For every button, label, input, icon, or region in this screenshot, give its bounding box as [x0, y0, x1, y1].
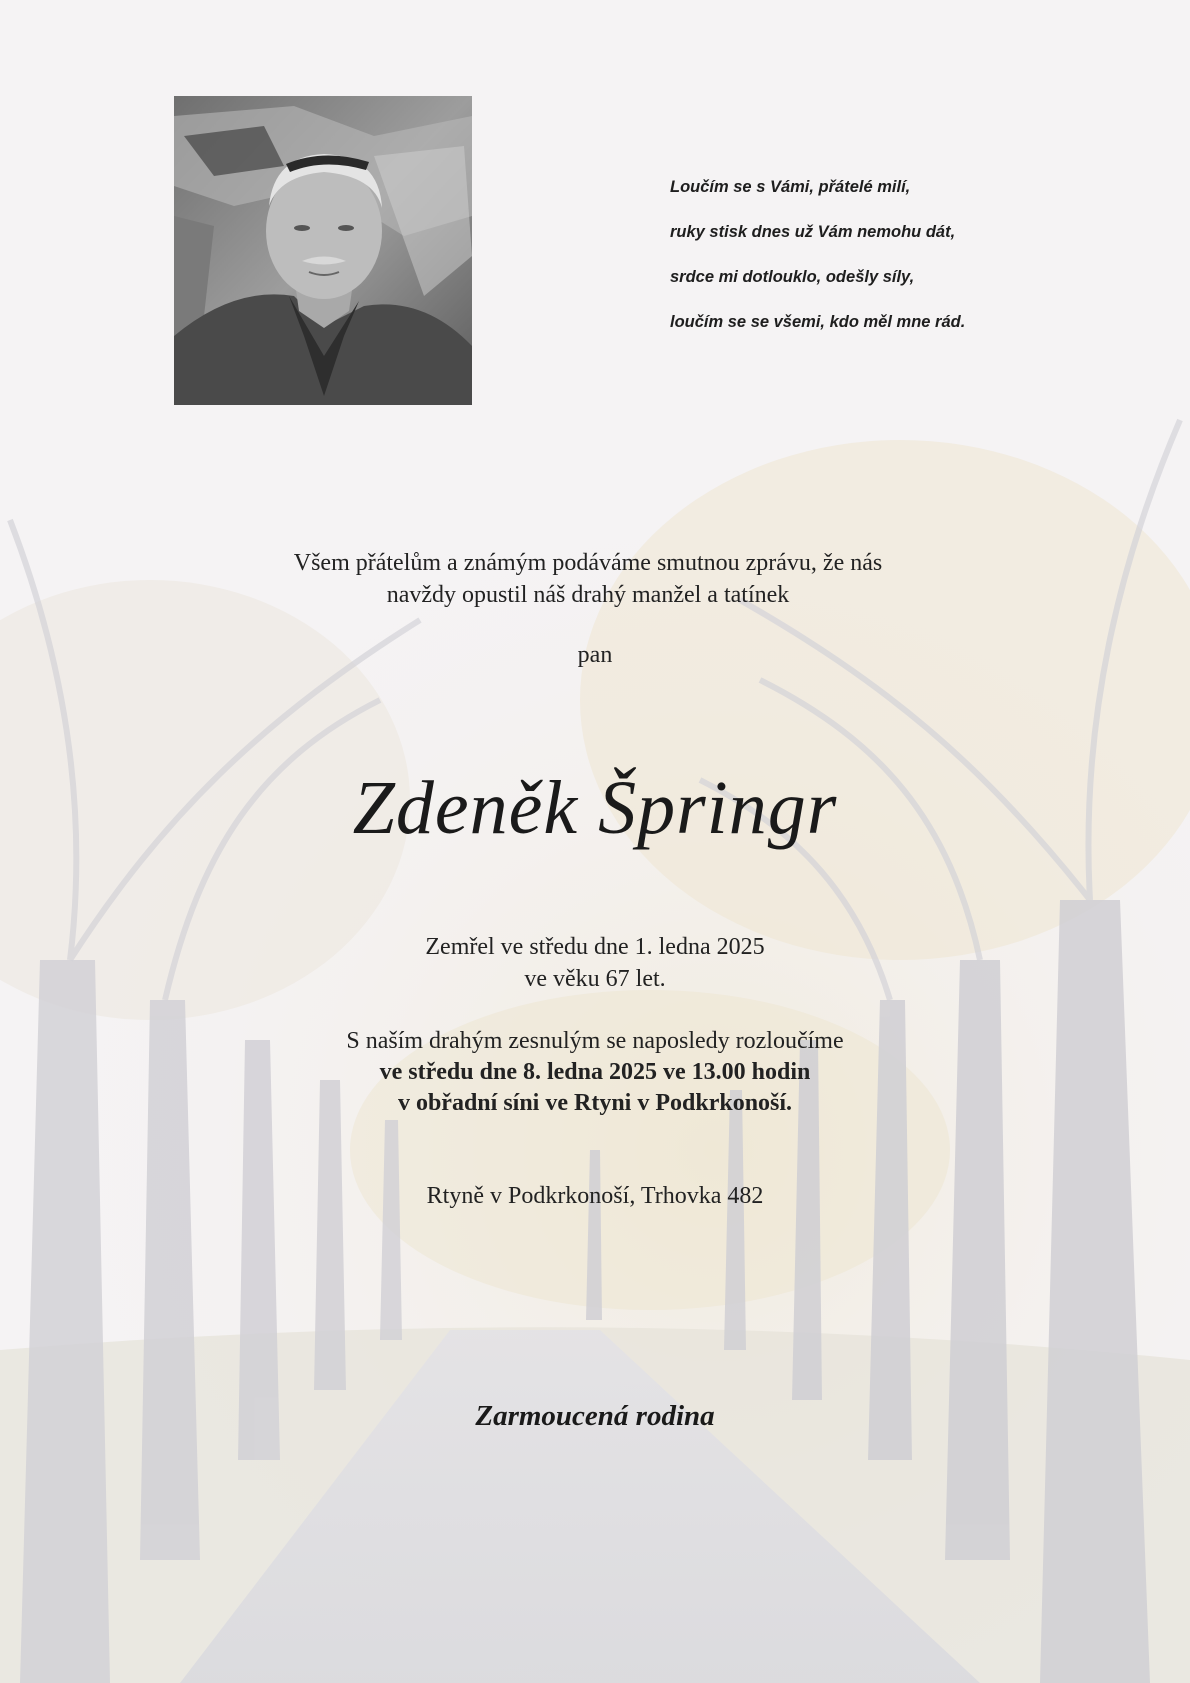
death-age: ve věku 67 let.: [524, 966, 666, 992]
poem-line: ruky stisk dnes už Vám nemohu dát,: [670, 223, 956, 241]
poem-line: loučím se se všemi, kdo měl mne rád.: [670, 313, 966, 331]
poem-line: Loučím se s Vámi, přátelé milí,: [670, 178, 911, 196]
death-info: [0, 931, 1190, 995]
poem-line: srdce mi dotlouklo, odešly síly,: [670, 268, 915, 286]
poem: [670, 172, 1090, 352]
farewell-intro: S naším drahým zesnulým se naposledy rozloučíme: [346, 1028, 844, 1054]
announcement-line: Všem přátelům a známým podáváme smutnou zprávu, že nás: [293, 550, 883, 576]
farewell-where: v obřadní síni ve Rtyni v Podkrkonoší.: [397, 1090, 793, 1116]
death-date: Zemřel ve středu dne 1. ledna 2025: [425, 934, 765, 960]
honorific: pan: [577, 642, 613, 668]
farewell-info: [0, 1026, 1190, 1119]
announcement: [0, 547, 1190, 611]
family-address: Rtyně v Podkrkonoší, Trhovka 482: [426, 1183, 764, 1209]
signature: Zarmoucená rodina: [475, 1400, 715, 1432]
farewell-when: ve středu dne 8. ledna 2025 ve 13.00 hodin: [379, 1059, 811, 1085]
portrait-photo: [174, 96, 472, 405]
deceased-name: Zdeněk Špringr: [352, 766, 838, 850]
announcement-line: navždy opustil náš drahý manžel a tatínek: [386, 582, 790, 608]
